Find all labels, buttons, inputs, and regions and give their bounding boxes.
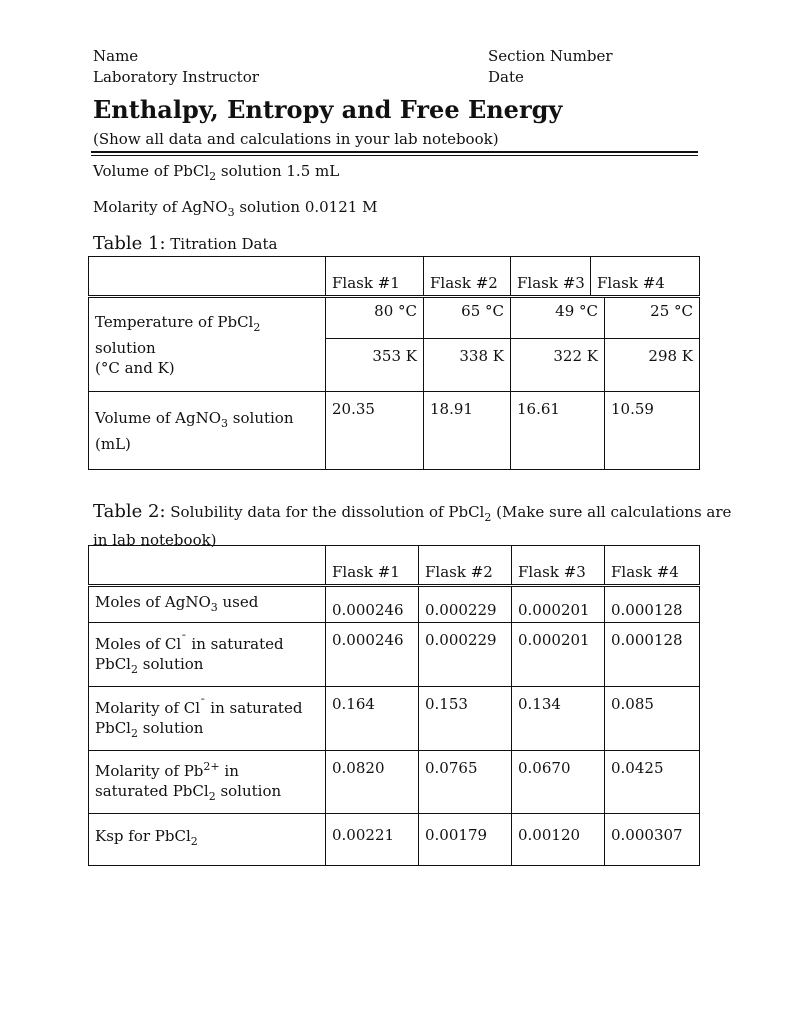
table1-caption: Table 1: Titration Data <box>93 233 278 254</box>
table1-col-flask1: Flask #1 <box>326 257 424 297</box>
molarity-cl-flask4: 0.085 <box>605 687 700 751</box>
moles-cl-flask3: 0.000201 <box>512 623 605 687</box>
table2-col-flask1: Flask #1 <box>326 546 419 586</box>
table1-col-flask4: Flask #4 <box>591 257 700 297</box>
row-label-ksp: Ksp for PbCl$_2$ <box>89 814 326 866</box>
molarity-cl-flask3: 0.134 <box>512 687 605 751</box>
temp-c-flask1: 80 °C <box>326 297 424 339</box>
row-label-molarity-cl: Molarity of Cl¯ in saturated PbCl$_2$ solution <box>89 687 326 751</box>
molarity-cl-flask1: 0.164 <box>326 687 419 751</box>
temperature-label: Temperature of PbCl$_2$ solution (°C and K) <box>89 297 326 392</box>
volume-flask4: 10.59 <box>605 392 700 470</box>
row-label-molarity-pb: Molarity of $Pb^{2+}$ in saturated PbCl$_2$ solution <box>89 751 326 814</box>
temp-k-flask4: 298 K <box>605 339 700 392</box>
molarity-pb-flask1: 0.0820 <box>326 751 419 814</box>
table-row <box>89 623 700 687</box>
temp-k-flask2: 338 K <box>424 339 511 392</box>
table-row <box>89 687 700 751</box>
instructor-label: Laboratory Instructor <box>93 68 259 86</box>
molarity-pb-flask2: 0.0765 <box>419 751 512 814</box>
table2-col-flask2: Flask #2 <box>419 546 512 586</box>
temp-c-flask4: 25 °C <box>605 297 700 339</box>
moles-cl-flask2: 0.000229 <box>419 623 512 687</box>
temp-c-flask2: 65 °C <box>424 297 511 339</box>
table-row <box>89 546 700 586</box>
divider-rule-thin <box>91 155 698 156</box>
table2-col-flask3: Flask #3 <box>512 546 605 586</box>
table2-col-flask4: Flask #4 <box>605 546 700 586</box>
section-number-label: Section Number <box>488 47 613 65</box>
temp-k-flask3: 322 K <box>511 339 605 392</box>
row-label-moles-cl: Moles of Cl¯ in saturated PbCl$_2$ solution <box>89 623 326 687</box>
page-title: Enthalpy, Entropy and Free Energy <box>93 95 563 124</box>
volume-pbcl2-line: Volume of PbCl$_2$ solution 1.5 mL <box>93 162 340 183</box>
table-row <box>89 586 700 623</box>
molarity-pb-flask3: 0.0670 <box>512 751 605 814</box>
table2-caption: Table 2: Solubility data for the dissolution of PbCl$_2$ (Make sure all calculations are in lab notebook) <box>93 501 732 549</box>
table-row <box>89 751 700 814</box>
table-header-blank <box>89 546 326 586</box>
molarity-pb-flask4: 0.0425 <box>605 751 700 814</box>
table-row <box>89 392 700 470</box>
table-row <box>89 297 700 339</box>
date-label: Date <box>488 68 524 86</box>
moles-agno3-flask3: 0.000201 <box>512 586 605 623</box>
table-row <box>89 257 700 297</box>
instruction-text: (Show all data and calculations in your lab notebook) <box>93 130 499 148</box>
row-label-moles-agno3: Moles of AgNO$_3$ used <box>89 586 326 623</box>
solubility-data-table <box>88 545 700 866</box>
moles-cl-flask1: 0.000246 <box>326 623 419 687</box>
titration-data-table <box>88 256 700 470</box>
ksp-flask4: 0.000307 <box>605 814 700 866</box>
table1-col-flask2: Flask #2 <box>424 257 511 297</box>
divider-rule <box>91 151 698 153</box>
table1-col-flask3: Flask #3 <box>511 257 591 297</box>
molarity-cl-flask2: 0.153 <box>419 687 512 751</box>
volume-agno3-label: Volume of AgNO$_3$ solution (mL) <box>89 392 326 470</box>
temp-c-flask3: 49 °C <box>511 297 605 339</box>
ksp-flask1: 0.00221 <box>326 814 419 866</box>
ksp-flask2: 0.00179 <box>419 814 512 866</box>
volume-flask1: 20.35 <box>326 392 424 470</box>
moles-cl-flask4: 0.000128 <box>605 623 700 687</box>
moles-agno3-flask2: 0.000229 <box>419 586 512 623</box>
volume-flask2: 18.91 <box>424 392 511 470</box>
ksp-flask3: 0.00120 <box>512 814 605 866</box>
table-row <box>89 814 700 866</box>
molarity-agno3-line: Molarity of AgNO$_3$ solution 0.0121 M <box>93 198 378 219</box>
name-label: Name <box>93 47 139 65</box>
moles-agno3-flask1: 0.000246 <box>326 586 419 623</box>
moles-agno3-flask4: 0.000128 <box>605 586 700 623</box>
volume-flask3: 16.61 <box>511 392 605 470</box>
table-header-blank <box>89 257 326 297</box>
temp-k-flask1: 353 K <box>326 339 424 392</box>
